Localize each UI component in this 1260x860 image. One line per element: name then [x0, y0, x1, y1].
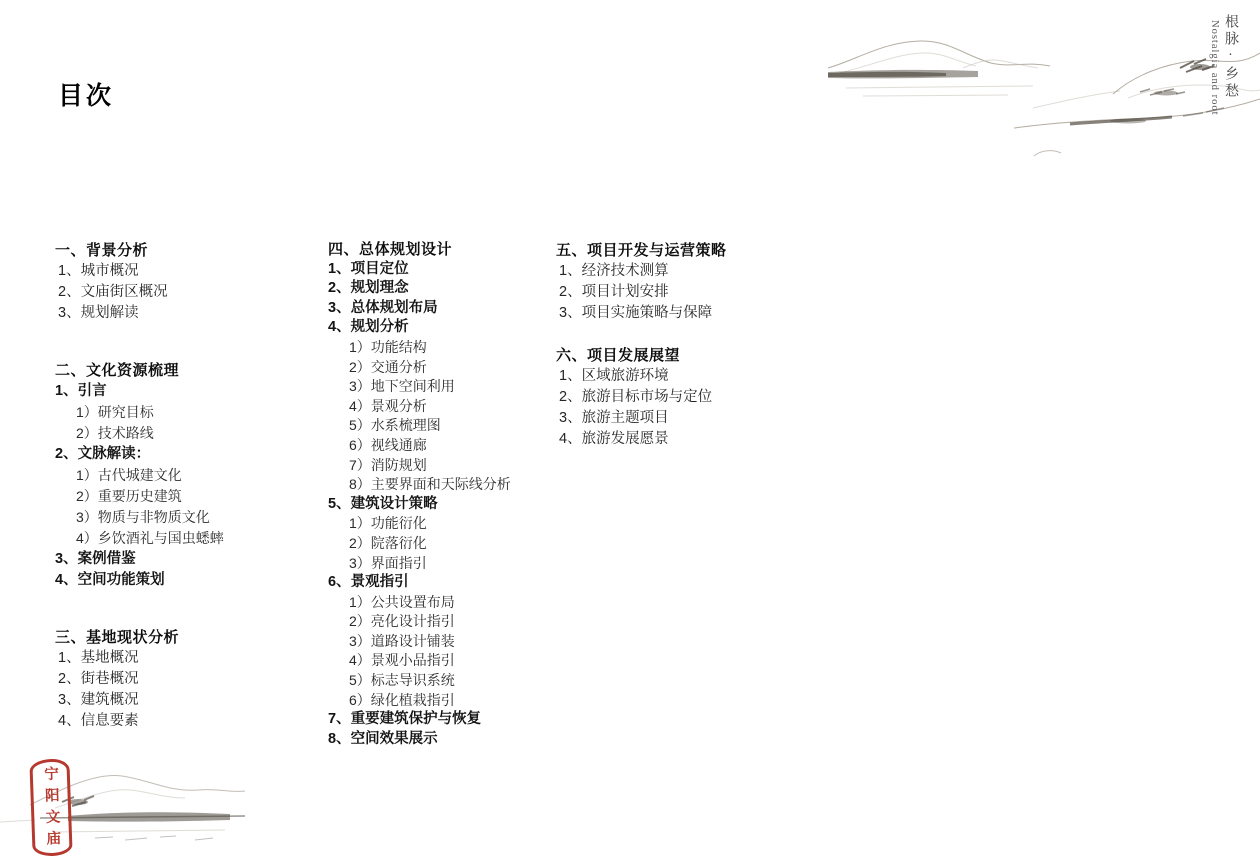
toc-section — [55, 627, 315, 732]
toc-item: 3、项目实施策略与保障 — [559, 305, 713, 321]
toc-item: 三、基地现状分析 — [55, 629, 180, 646]
toc-item: 4）景观小品指引 — [349, 652, 455, 669]
toc-item: 3）物质与非物质文化 — [76, 509, 210, 525]
toc-item: 六、项目发展展望 — [556, 347, 681, 364]
seal-characters: 宁阳文庙 — [41, 765, 61, 852]
toc-item: 1、经济技术测算 — [559, 263, 669, 279]
toc-item: 2）交通分析 — [349, 358, 427, 375]
page-title: 目次 — [58, 82, 115, 110]
toc-item: 1）研究目标 — [76, 404, 154, 420]
toc-item: 5、建筑设计策略 — [328, 495, 438, 512]
toc-item: 1）古代城建文化 — [76, 467, 182, 483]
toc-item: 2、规划理念 — [328, 280, 409, 297]
toc-item: 2、文庙街区概况 — [58, 284, 168, 300]
toc-item: 2）技术路线 — [76, 425, 154, 441]
toc-item: 6、景观指引 — [328, 574, 409, 591]
toc-item: 8）主要界面和天际线分析 — [349, 476, 511, 493]
toc-item: 4、信息要素 — [58, 713, 139, 729]
toc-item: 3、建筑概况 — [58, 692, 139, 708]
toc-item: 4）景观分析 — [349, 397, 427, 414]
toc-section — [556, 345, 826, 450]
top-right-artwork — [828, 28, 1260, 173]
toc-section — [55, 360, 315, 591]
toc-section — [328, 240, 558, 749]
vertical-chinese-motto: 根脉·乡愁 — [1223, 14, 1238, 100]
toc-item: 一、背景分析 — [55, 242, 149, 259]
toc-item: 2、文脉解读： — [55, 446, 151, 462]
toc-item: 6）视线通廊 — [349, 436, 427, 453]
toc-item: 4、规划分析 — [328, 319, 409, 336]
toc-item: 1、区域旅游环境 — [559, 368, 669, 384]
toc-item: 4）乡饮酒礼与国虫蟋蟀 — [76, 530, 224, 546]
toc-item: 5）水系梳理图 — [349, 417, 441, 434]
toc-item: 2）重要历史建筑 — [76, 488, 182, 504]
toc-item: 二、文化资源梳理 — [55, 362, 180, 379]
toc-item: 8、空间效果展示 — [328, 730, 438, 747]
toc-item: 3）界面指引 — [349, 554, 427, 571]
toc-item: 1、引言 — [55, 383, 107, 399]
toc-item: 4、空间功能策划 — [55, 572, 165, 588]
toc-item: 1）功能衍化 — [349, 515, 427, 532]
toc-column-3 — [556, 240, 826, 471]
toc-item: 2、项目计划安排 — [559, 284, 669, 300]
toc-item: 2、旅游目标市场与定位 — [559, 389, 713, 405]
ink-mountains-top-icon — [828, 28, 1260, 173]
toc-section — [55, 240, 315, 324]
toc-item: 4、旅游发展愿景 — [559, 431, 669, 447]
toc-column-1 — [55, 240, 315, 768]
red-seal-stamp — [29, 758, 72, 856]
toc-item: 1、基地概况 — [58, 650, 139, 666]
toc-item: 1）功能结构 — [349, 338, 427, 355]
toc-item: 3）地下空间利用 — [349, 378, 455, 395]
toc-item: 6）绿化植栽指引 — [349, 691, 455, 708]
toc-section — [556, 240, 826, 324]
toc-item: 7）消防规划 — [349, 456, 427, 473]
toc-column-2 — [328, 240, 558, 785]
toc-item: 2）亮化设计指引 — [349, 613, 455, 630]
toc-item: 3）道路设计铺装 — [349, 632, 455, 649]
toc-item: 1、项目定位 — [328, 260, 409, 277]
toc-item: 1、城市概况 — [58, 263, 139, 279]
toc-item: 3、规划解读 — [58, 305, 139, 321]
toc-item: 7、重要建筑保护与恢复 — [328, 711, 482, 728]
toc-item: 四、总体规划设计 — [328, 241, 453, 258]
toc-item: 2、街巷概况 — [58, 671, 139, 687]
vertical-english-motto: Nostalgia and root — [1209, 20, 1220, 116]
toc-item: 五、项目开发与运营策略 — [556, 242, 727, 259]
toc-item: 3、旅游主题项目 — [559, 410, 669, 426]
toc-item: 2）院落衍化 — [349, 534, 427, 551]
toc-item: 3、案例借鉴 — [55, 551, 136, 567]
toc-item: 3、总体规划布局 — [328, 299, 438, 316]
toc-item: 5）标志导识系统 — [349, 672, 455, 689]
toc-item: 1）公共设置布局 — [349, 593, 455, 610]
